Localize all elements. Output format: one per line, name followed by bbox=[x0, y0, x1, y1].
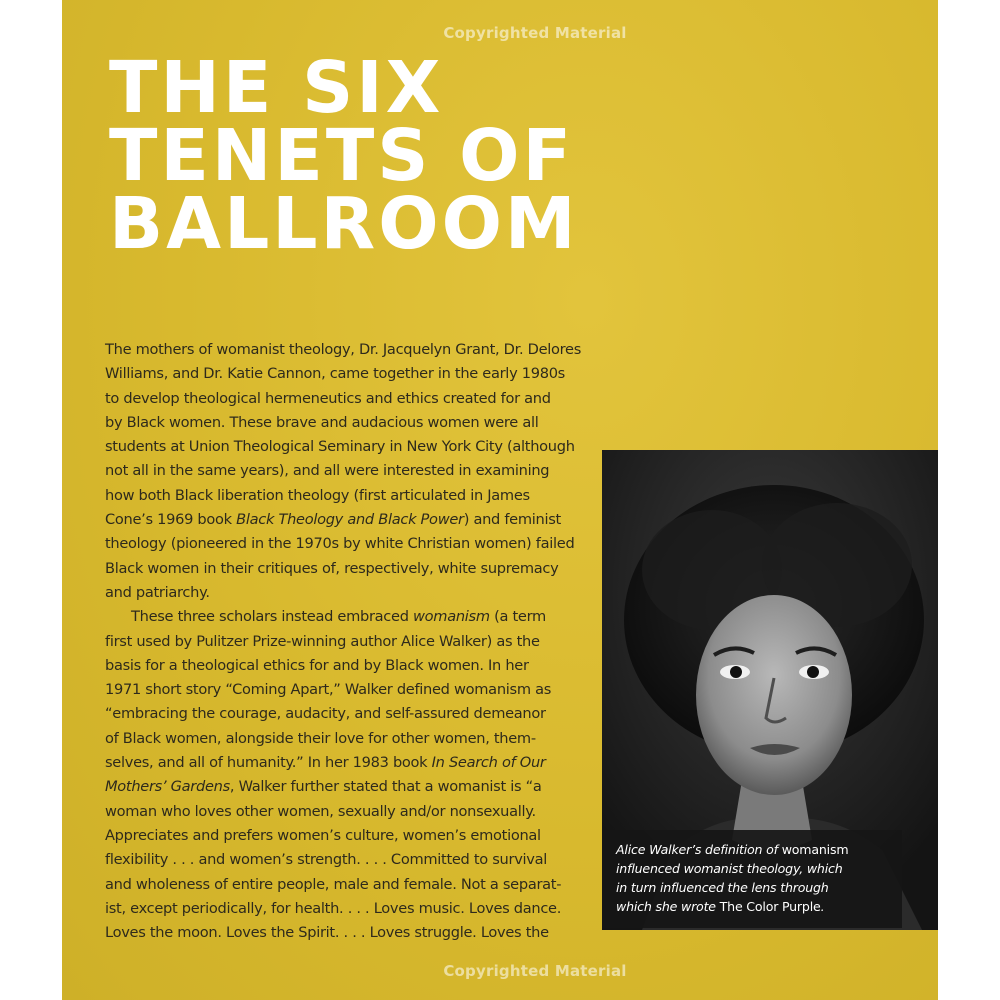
caption-fragment: which she wrote bbox=[616, 899, 720, 914]
book-title-in-search: In Search of Our bbox=[431, 754, 546, 772]
body-line: flexibility . . . and women’s strength. . . . Committed to survival bbox=[105, 851, 548, 869]
watermark-top: Copyrighted Material bbox=[443, 24, 627, 42]
body-line: by Black women. These brave and audacious women were all bbox=[105, 413, 539, 431]
book-page bbox=[62, 0, 938, 1000]
face bbox=[696, 595, 852, 795]
watermark-bottom: Copyrighted Material bbox=[443, 962, 627, 980]
body-fragment: selves, and all of humanity.” In her 1983 book bbox=[105, 754, 432, 772]
body-line: Appreciates and prefers women’s culture, women’s emotional bbox=[105, 826, 541, 844]
caption-term-womanism: womanism bbox=[781, 842, 849, 857]
caption-line: influenced womanist theology, which bbox=[616, 861, 843, 876]
body-line: and wholeness of entire people, male and female. Not a separat- bbox=[105, 875, 562, 893]
body-line: basis for a theological ethics for and by Black women. In her bbox=[105, 656, 529, 674]
body-line: Black women in their critiques of, respectively, white supremacy bbox=[105, 559, 559, 577]
body-line: woman who loves other women, sexually and/or nonsexually. bbox=[105, 802, 536, 820]
title-line-3: BALLROOM bbox=[109, 182, 579, 265]
body-line: theology (pioneered in the 1970s by white Christian women) failed bbox=[105, 535, 575, 553]
photo-caption bbox=[602, 830, 902, 928]
body-line bbox=[105, 751, 605, 775]
body-fragment: These three scholars instead embraced bbox=[131, 608, 414, 626]
chapter-title bbox=[109, 46, 579, 265]
book-title-black-theology: Black Theology and Black Power bbox=[236, 511, 464, 529]
body-fragment: Cone’s 1969 book bbox=[105, 511, 237, 529]
body-line: “embracing the courage, audacity, and self-assured demeanor bbox=[105, 705, 546, 723]
body-line: how both Black liberation theology (first articulated in James bbox=[105, 486, 530, 504]
body-line: 1971 short story “Coming Apart,” Walker defined womanism as bbox=[105, 681, 552, 699]
body-line: and patriarchy. bbox=[105, 583, 210, 601]
body-line: Williams, and Dr. Katie Cannon, came together in the early 1980s bbox=[105, 365, 565, 383]
body-line: Loves the moon. Loves the Spirit. . . . Loves struggle. Loves the bbox=[105, 924, 549, 942]
caption-book-title: The Color Purple bbox=[719, 899, 821, 914]
body-line bbox=[105, 605, 605, 629]
title-line-2: TENETS OF bbox=[109, 114, 574, 197]
body-line bbox=[105, 508, 605, 532]
body-text bbox=[105, 338, 605, 945]
body-line: to develop theological hermeneutics and ethics created for and bbox=[105, 389, 551, 407]
body-line: ist, except periodically, for health. . . . Loves music. Loves dance. bbox=[105, 899, 562, 917]
book-title-mothers-gardens: Mothers’ Gardens bbox=[105, 778, 230, 796]
body-fragment: , Walker further stated that a womanist is “a bbox=[229, 778, 542, 796]
body-line: first used by Pulitzer Prize-winning author Alice Walker) as the bbox=[105, 632, 540, 650]
caption-line bbox=[616, 840, 888, 859]
body-line: The mothers of womanist theology, Dr. Jacquelyn Grant, Dr. Delores bbox=[105, 341, 582, 358]
body-line: of Black women, alongside their love for other women, them- bbox=[105, 729, 536, 747]
term-womanism: womanism bbox=[413, 608, 490, 626]
caption-line: in turn influenced the lens through bbox=[616, 880, 829, 895]
body-fragment: ) and feminist bbox=[463, 511, 561, 529]
title-line-1: THE SIX bbox=[109, 46, 444, 129]
caption-line bbox=[616, 897, 888, 916]
caption-fragment: Alice Walker’s definition of bbox=[616, 842, 782, 857]
caption-fragment: . bbox=[820, 899, 825, 914]
body-line: not all in the same years), and all were interested in examining bbox=[105, 462, 550, 480]
body-line: students at Union Theological Seminary in New York City (although bbox=[105, 438, 575, 456]
body-line bbox=[105, 775, 605, 799]
body-fragment: (a term bbox=[489, 608, 546, 626]
